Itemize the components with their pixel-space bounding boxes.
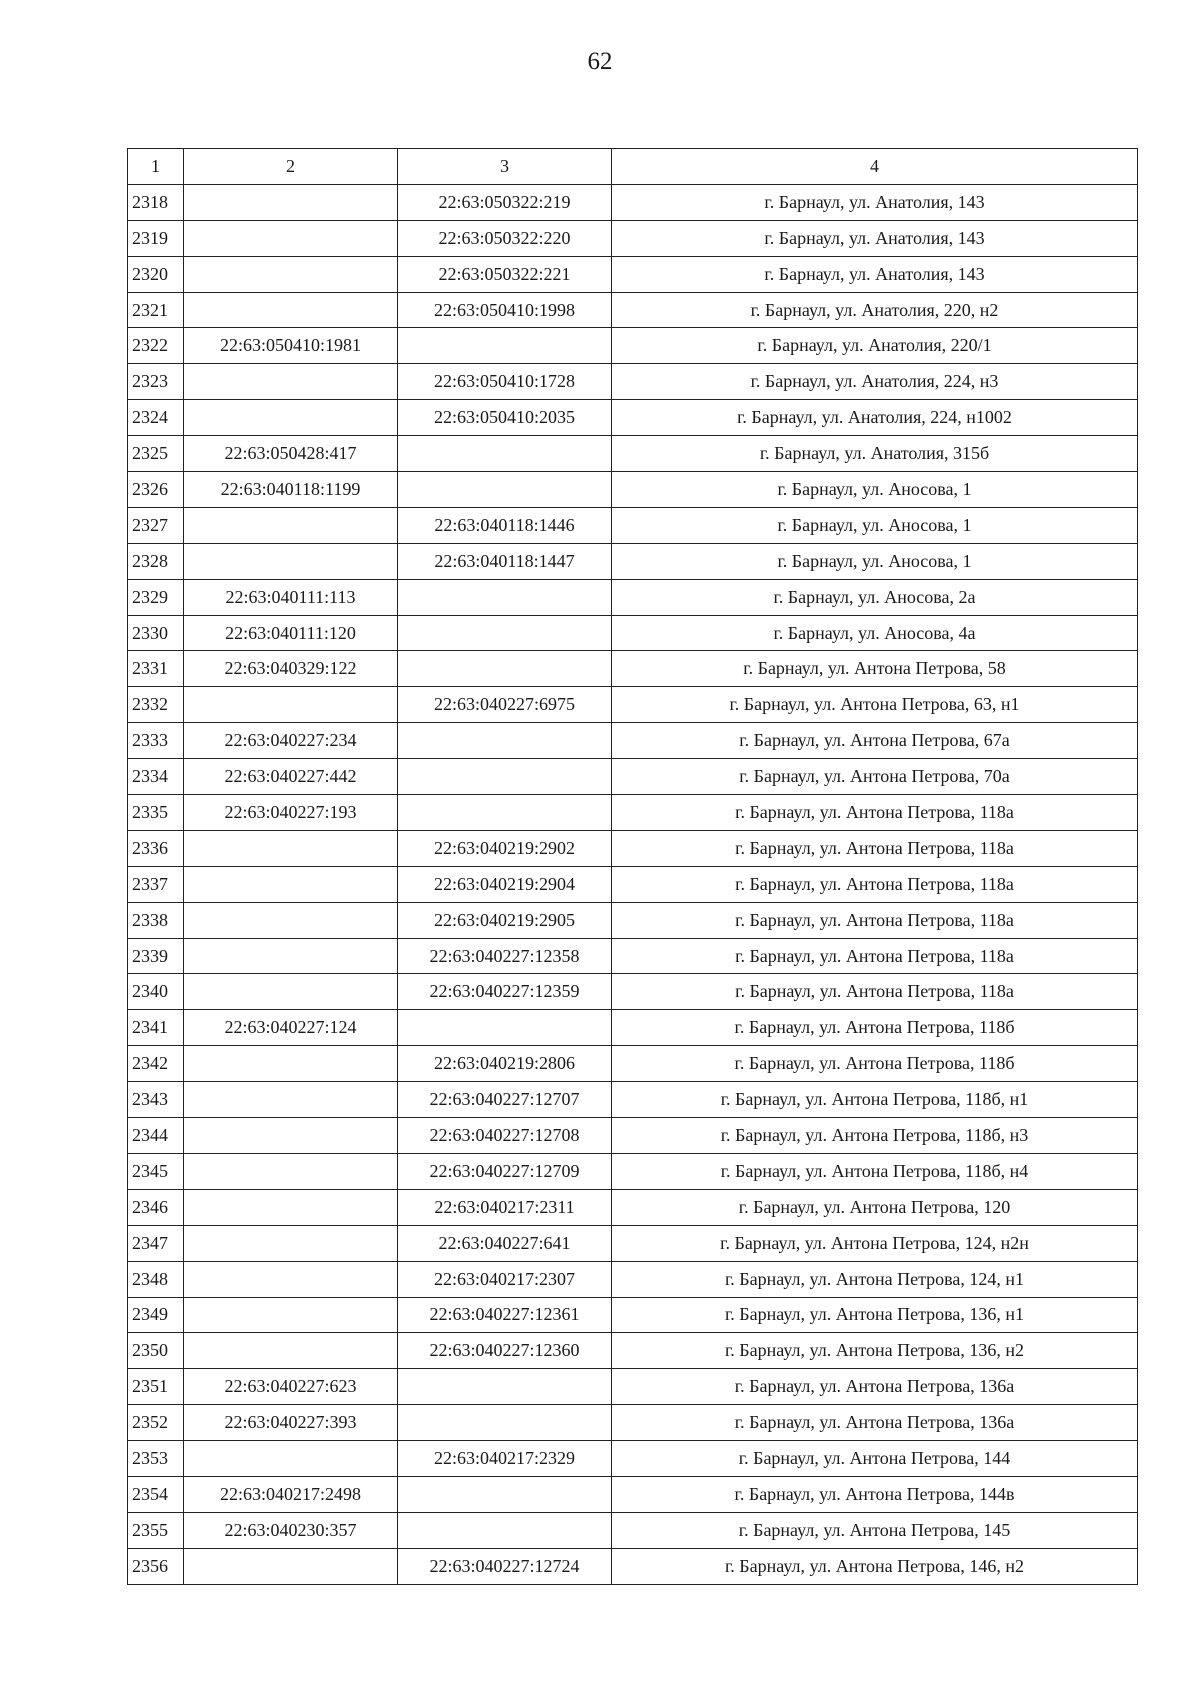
address: г. Барнаул, ул. Антона Петрова, 118а	[612, 795, 1138, 831]
cadastral-number-col3	[398, 795, 612, 831]
table-row	[128, 830, 1138, 866]
table-row	[128, 220, 1138, 256]
cadastral-number-col3: 22:63:040227:12708	[398, 1118, 612, 1154]
row-number: 2318	[128, 184, 184, 220]
cadastral-number-col2: 22:63:040111:113	[184, 579, 398, 615]
cadastral-number-col2: 22:63:040118:1199	[184, 472, 398, 508]
address: г. Барнаул, ул. Антона Петрова, 118б	[612, 1046, 1138, 1082]
address: г. Барнаул, ул. Антона Петрова, 118б, н3	[612, 1118, 1138, 1154]
table-row	[128, 1441, 1138, 1477]
cadastral-number-col3: 22:63:040217:2329	[398, 1441, 612, 1477]
cadastral-number-col2: 22:63:040217:2498	[184, 1476, 398, 1512]
cadastral-number-col3: 22:63:040227:12358	[398, 938, 612, 974]
address: г. Барнаул, ул. Антона Петрова, 118а	[612, 866, 1138, 902]
address: г. Барнаул, ул. Анатолия, 315б	[612, 436, 1138, 472]
cadastral-number-col3: 22:63:040227:12707	[398, 1082, 612, 1118]
address: г. Барнаул, ул. Антона Петрова, 144в	[612, 1476, 1138, 1512]
row-number: 2332	[128, 687, 184, 723]
address: г. Барнаул, ул. Антона Петрова, 124, н2н	[612, 1225, 1138, 1261]
row-number: 2342	[128, 1046, 184, 1082]
address: г. Барнаул, ул. Анатолия, 224, н3	[612, 364, 1138, 400]
cadastral-number-col2	[184, 1548, 398, 1584]
table-row	[128, 1225, 1138, 1261]
row-number: 2338	[128, 902, 184, 938]
row-number: 2331	[128, 651, 184, 687]
row-number: 2343	[128, 1082, 184, 1118]
cadastral-number-col2	[184, 1441, 398, 1477]
address: г. Барнаул, ул. Антона Петрова, 118а	[612, 938, 1138, 974]
cadastral-number-col3: 22:63:040219:2902	[398, 830, 612, 866]
address: г. Барнаул, ул. Аносова, 4а	[612, 615, 1138, 651]
table-row	[128, 795, 1138, 831]
cadastral-number-col2	[184, 1189, 398, 1225]
cadastral-number-col2: 22:63:050428:417	[184, 436, 398, 472]
table-row	[128, 1010, 1138, 1046]
cadastral-number-col2: 22:63:040230:357	[184, 1512, 398, 1548]
address: г. Барнаул, ул. Аносова, 1	[612, 472, 1138, 508]
cadastral-number-col2	[184, 543, 398, 579]
table-row	[128, 1548, 1138, 1584]
table-row	[128, 1118, 1138, 1154]
row-number: 2330	[128, 615, 184, 651]
address: г. Барнаул, ул. Анатолия, 224, н1002	[612, 400, 1138, 436]
cadastral-number-col3	[398, 651, 612, 687]
address: г. Барнаул, ул. Антона Петрова, 63, н1	[612, 687, 1138, 723]
address: г. Барнаул, ул. Антона Петрова, 120	[612, 1189, 1138, 1225]
cadastral-number-col2	[184, 1333, 398, 1369]
cadastral-number-col3	[398, 472, 612, 508]
cadastral-number-col2: 22:63:040111:120	[184, 615, 398, 651]
cadastral-number-col2	[184, 974, 398, 1010]
row-number: 2345	[128, 1153, 184, 1189]
cadastral-number-col2	[184, 1297, 398, 1333]
cadastral-number-col2: 22:63:040227:442	[184, 759, 398, 795]
row-number: 2337	[128, 866, 184, 902]
cadastral-number-col3: 22:63:040227:641	[398, 1225, 612, 1261]
row-number: 2329	[128, 579, 184, 615]
address: г. Барнаул, ул. Аносова, 1	[612, 543, 1138, 579]
cadastral-number-col3: 22:63:050322:221	[398, 256, 612, 292]
row-number: 2319	[128, 220, 184, 256]
row-number: 2326	[128, 472, 184, 508]
table-row	[128, 328, 1138, 364]
cadastral-number-col2	[184, 1261, 398, 1297]
cadastral-number-col3: 22:63:040227:6975	[398, 687, 612, 723]
cadastral-number-col2: 22:63:040227:124	[184, 1010, 398, 1046]
column-header-1: 1	[128, 149, 184, 185]
row-number: 2324	[128, 400, 184, 436]
table-row	[128, 543, 1138, 579]
cadastral-number-col3	[398, 759, 612, 795]
row-number: 2354	[128, 1476, 184, 1512]
cadastral-number-col3: 22:63:040227:12709	[398, 1153, 612, 1189]
cadastral-number-col3: 22:63:050322:220	[398, 220, 612, 256]
address: г. Барнаул, ул. Антона Петрова, 146, н2	[612, 1548, 1138, 1584]
address: г. Барнаул, ул. Антона Петрова, 144	[612, 1441, 1138, 1477]
address: г. Барнаул, ул. Антона Петрова, 136а	[612, 1405, 1138, 1441]
cadastral-number-col3: 22:63:040227:12361	[398, 1297, 612, 1333]
cadastral-number-col2	[184, 687, 398, 723]
cadastral-number-col2	[184, 507, 398, 543]
cadastral-number-col3	[398, 723, 612, 759]
cadastral-number-col3	[398, 579, 612, 615]
row-number: 2351	[128, 1369, 184, 1405]
cadastral-number-col2	[184, 1118, 398, 1154]
cadastral-number-col2	[184, 1153, 398, 1189]
table-row	[128, 723, 1138, 759]
row-number: 2336	[128, 830, 184, 866]
row-number: 2350	[128, 1333, 184, 1369]
cadastral-number-col3: 22:63:040227:12360	[398, 1333, 612, 1369]
table-row	[128, 436, 1138, 472]
table-row	[128, 866, 1138, 902]
cadastral-number-col2	[184, 184, 398, 220]
column-header-3: 3	[398, 149, 612, 185]
address: г. Барнаул, ул. Аносова, 1	[612, 507, 1138, 543]
cadastral-number-col2: 22:63:040227:623	[184, 1369, 398, 1405]
address: г. Барнаул, ул. Антона Петрова, 70а	[612, 759, 1138, 795]
table-row	[128, 400, 1138, 436]
row-number: 2352	[128, 1405, 184, 1441]
address: г. Барнаул, ул. Анатолия, 220, н2	[612, 292, 1138, 328]
row-number: 2334	[128, 759, 184, 795]
address: г. Барнаул, ул. Антона Петрова, 118б	[612, 1010, 1138, 1046]
cadastral-number-col3	[398, 1512, 612, 1548]
cadastral-number-col2	[184, 866, 398, 902]
address: г. Барнаул, ул. Антона Петрова, 145	[612, 1512, 1138, 1548]
address: г. Барнаул, ул. Антона Петрова, 124, н1	[612, 1261, 1138, 1297]
row-number: 2341	[128, 1010, 184, 1046]
table-row	[128, 364, 1138, 400]
cadastral-number-col2	[184, 938, 398, 974]
row-number: 2340	[128, 974, 184, 1010]
cadastral-number-col3: 22:63:050410:2035	[398, 400, 612, 436]
table-row	[128, 1369, 1138, 1405]
cadastral-number-col3: 22:63:040219:2806	[398, 1046, 612, 1082]
table-row	[128, 651, 1138, 687]
table-row	[128, 1476, 1138, 1512]
cadastral-number-col3: 22:63:040217:2307	[398, 1261, 612, 1297]
cadastral-number-col2: 22:63:040329:122	[184, 651, 398, 687]
table-row	[128, 507, 1138, 543]
address: г. Барнаул, ул. Антона Петрова, 118б, н4	[612, 1153, 1138, 1189]
row-number: 2333	[128, 723, 184, 759]
row-number: 2325	[128, 436, 184, 472]
cadastral-number-col2: 22:63:040227:393	[184, 1405, 398, 1441]
address: г. Барнаул, ул. Анатолия, 220/1	[612, 328, 1138, 364]
cadastral-number-col2: 22:63:040227:234	[184, 723, 398, 759]
table-row	[128, 615, 1138, 651]
table-row	[128, 472, 1138, 508]
table-row	[128, 256, 1138, 292]
address: г. Барнаул, ул. Антона Петрова, 58	[612, 651, 1138, 687]
cadastral-number-col2	[184, 1046, 398, 1082]
cadastral-number-col3: 22:63:040118:1446	[398, 507, 612, 543]
column-header-4: 4	[612, 149, 1138, 185]
cadastral-number-col3: 22:63:040227:12724	[398, 1548, 612, 1584]
table-row	[128, 1261, 1138, 1297]
row-number: 2322	[128, 328, 184, 364]
table-row	[128, 1082, 1138, 1118]
cadastral-number-col3: 22:63:050322:219	[398, 184, 612, 220]
cadastral-number-col3: 22:63:040217:2311	[398, 1189, 612, 1225]
table-body	[128, 184, 1138, 1584]
cadastral-number-col3	[398, 615, 612, 651]
table-row	[128, 938, 1138, 974]
cadastral-number-col2	[184, 1082, 398, 1118]
row-number: 2344	[128, 1118, 184, 1154]
cadastral-number-col3	[398, 1369, 612, 1405]
table-row	[128, 902, 1138, 938]
cadastral-number-col3: 22:63:050410:1998	[398, 292, 612, 328]
address: г. Барнаул, ул. Анатолия, 143	[612, 184, 1138, 220]
cadastral-number-col3	[398, 436, 612, 472]
table-row	[128, 579, 1138, 615]
table-row	[128, 1333, 1138, 1369]
table-row	[128, 1405, 1138, 1441]
cadastral-number-col3: 22:63:040118:1447	[398, 543, 612, 579]
address: г. Барнаул, ул. Антона Петрова, 118а	[612, 902, 1138, 938]
address: г. Барнаул, ул. Антона Петрова, 136, н2	[612, 1333, 1138, 1369]
page-number: 62	[587, 48, 613, 75]
table-row	[128, 1153, 1138, 1189]
row-number: 2321	[128, 292, 184, 328]
row-number: 2347	[128, 1225, 184, 1261]
cadastral-number-col2: 22:63:050410:1981	[184, 328, 398, 364]
cadastral-number-col2	[184, 220, 398, 256]
row-number: 2320	[128, 256, 184, 292]
cadastral-number-col2	[184, 364, 398, 400]
address: г. Барнаул, ул. Анатолия, 143	[612, 220, 1138, 256]
cadastral-number-col2: 22:63:040227:193	[184, 795, 398, 831]
table-row	[128, 759, 1138, 795]
cadastral-number-col3	[398, 1010, 612, 1046]
cadastral-number-col3: 22:63:050410:1728	[398, 364, 612, 400]
address: г. Барнаул, ул. Антона Петрова, 136а	[612, 1369, 1138, 1405]
cadastral-number-col3: 22:63:040219:2904	[398, 866, 612, 902]
row-number: 2339	[128, 938, 184, 974]
row-number: 2348	[128, 1261, 184, 1297]
cadastral-number-col3	[398, 1476, 612, 1512]
cadastral-number-col2	[184, 830, 398, 866]
table-row	[128, 687, 1138, 723]
row-number: 2335	[128, 795, 184, 831]
table-row	[128, 292, 1138, 328]
address: г. Барнаул, ул. Анатолия, 143	[612, 256, 1138, 292]
table-row	[128, 1046, 1138, 1082]
address: г. Барнаул, ул. Антона Петрова, 67а	[612, 723, 1138, 759]
cadastral-number-col2	[184, 292, 398, 328]
address: г. Барнаул, ул. Антона Петрова, 118б, н1	[612, 1082, 1138, 1118]
cadastral-number-col2	[184, 1225, 398, 1261]
row-number: 2353	[128, 1441, 184, 1477]
row-number: 2323	[128, 364, 184, 400]
table-row	[128, 1512, 1138, 1548]
cadastral-number-col3	[398, 1405, 612, 1441]
cadastral-number-col2	[184, 902, 398, 938]
cadastral-number-col3	[398, 328, 612, 364]
cadastral-number-col3: 22:63:040227:12359	[398, 974, 612, 1010]
address: г. Барнаул, ул. Аносова, 2а	[612, 579, 1138, 615]
row-number: 2327	[128, 507, 184, 543]
register-table	[127, 148, 1138, 1585]
row-number: 2355	[128, 1512, 184, 1548]
cadastral-number-col2	[184, 400, 398, 436]
table-row	[128, 1297, 1138, 1333]
cadastral-number-col3: 22:63:040219:2905	[398, 902, 612, 938]
table-header-row	[128, 149, 1138, 185]
table-row	[128, 1189, 1138, 1225]
cadastral-number-col2	[184, 256, 398, 292]
column-header-2: 2	[184, 149, 398, 185]
table-row	[128, 974, 1138, 1010]
table-row	[128, 184, 1138, 220]
row-number: 2349	[128, 1297, 184, 1333]
row-number: 2346	[128, 1189, 184, 1225]
address: г. Барнаул, ул. Антона Петрова, 118а	[612, 830, 1138, 866]
address: г. Барнаул, ул. Антона Петрова, 118а	[612, 974, 1138, 1010]
address: г. Барнаул, ул. Антона Петрова, 136, н1	[612, 1297, 1138, 1333]
row-number: 2328	[128, 543, 184, 579]
row-number: 2356	[128, 1548, 184, 1584]
